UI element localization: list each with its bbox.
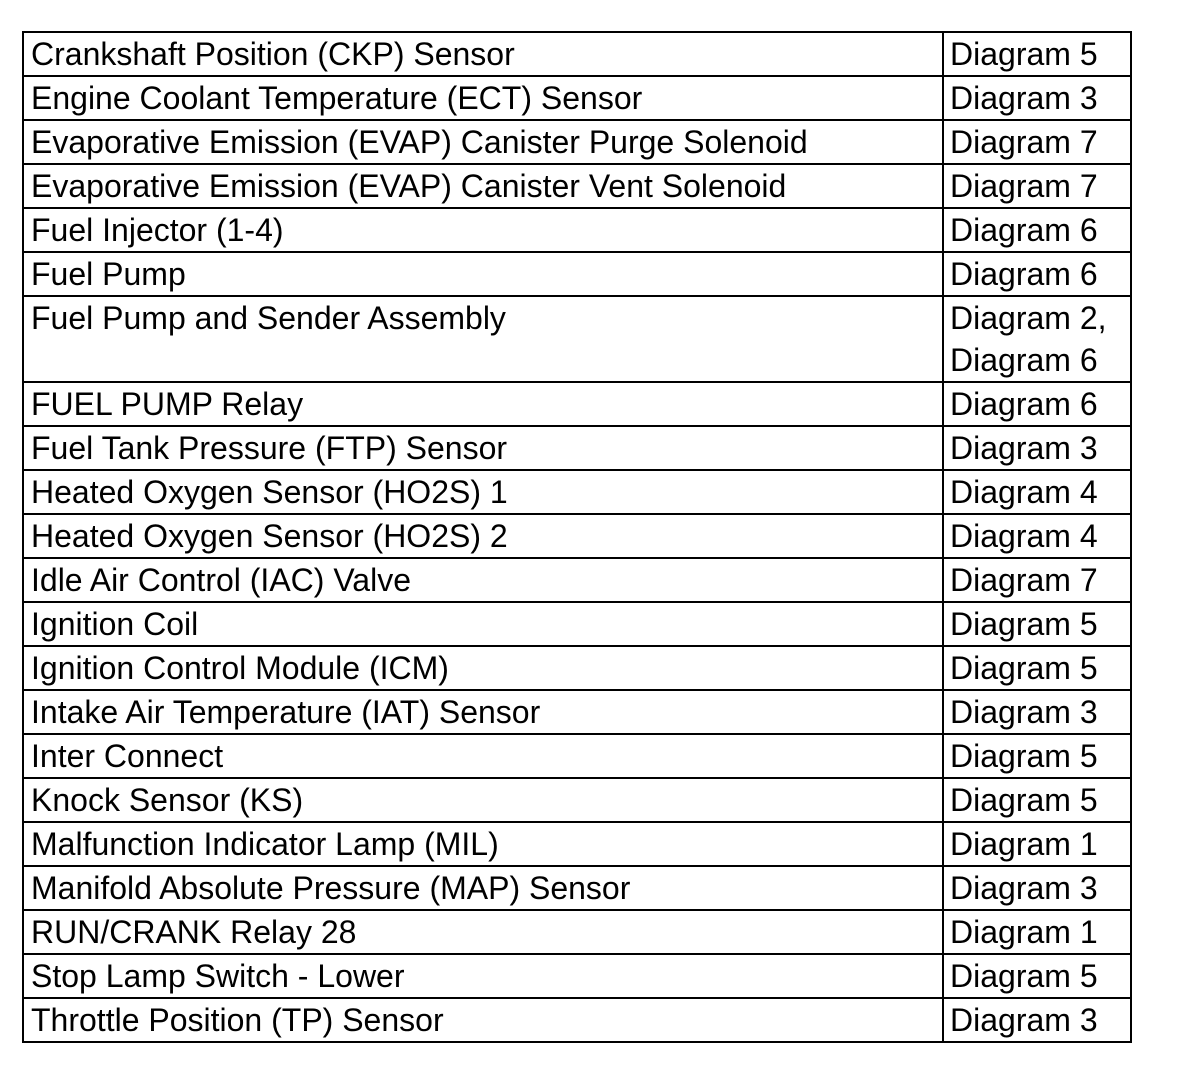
table-row (23, 208, 1131, 252)
table-row (23, 822, 1131, 866)
table-row (23, 646, 1131, 690)
component-name-cell: Idle Air Control (IAC) Valve (23, 558, 943, 602)
diagram-reference-cell: Diagram 5 (943, 646, 1131, 690)
table-row (23, 866, 1131, 910)
component-name-cell: Knock Sensor (KS) (23, 778, 943, 822)
diagram-reference-cell: Diagram 3 (943, 866, 1131, 910)
table-row (23, 120, 1131, 164)
component-name-cell: Ignition Coil (23, 602, 943, 646)
table-row (23, 252, 1131, 296)
diagram-reference-cell: Diagram 5 (943, 734, 1131, 778)
table-row (23, 602, 1131, 646)
component-name-cell: Ignition Control Module (ICM) (23, 646, 943, 690)
component-diagram-table (22, 31, 1132, 1043)
diagram-reference-cell: Diagram 7 (943, 120, 1131, 164)
diagram-reference-cell: Diagram 6 (943, 252, 1131, 296)
table-row (23, 558, 1131, 602)
component-name-cell: Fuel Tank Pressure (FTP) Sensor (23, 426, 943, 470)
component-name-cell: Throttle Position (TP) Sensor (23, 998, 943, 1042)
diagram-reference-cell: Diagram 5 (943, 954, 1131, 998)
table-row (23, 76, 1131, 120)
component-name-cell: Evaporative Emission (EVAP) Canister Purge Solenoid (23, 120, 943, 164)
component-name-cell: Malfunction Indicator Lamp (MIL) (23, 822, 943, 866)
table-row (23, 690, 1131, 734)
table-row (23, 426, 1131, 470)
table-row (23, 734, 1131, 778)
component-name-cell: RUN/CRANK Relay 28 (23, 910, 943, 954)
component-name-cell: Stop Lamp Switch - Lower (23, 954, 943, 998)
component-name-cell: Evaporative Emission (EVAP) Canister Vent Solenoid (23, 164, 943, 208)
diagram-reference-cell: Diagram 1 (943, 910, 1131, 954)
diagram-reference-cell: Diagram 3 (943, 998, 1131, 1042)
component-name-cell: Heated Oxygen Sensor (HO2S) 1 (23, 470, 943, 514)
diagram-reference-cell: Diagram 6 (943, 382, 1131, 426)
diagram-reference-cell: Diagram 7 (943, 558, 1131, 602)
diagram-reference-cell: Diagram 6 (943, 208, 1131, 252)
diagram-reference-cell: Diagram 5 (943, 32, 1131, 76)
component-name-cell: Intake Air Temperature (IAT) Sensor (23, 690, 943, 734)
diagram-reference-cell: Diagram 2, Diagram 6 (943, 296, 1131, 382)
diagram-reference-cell: Diagram 4 (943, 514, 1131, 558)
component-name-cell: Fuel Pump and Sender Assembly (23, 296, 943, 382)
component-name-cell: Engine Coolant Temperature (ECT) Sensor (23, 76, 943, 120)
component-name-cell: Inter Connect (23, 734, 943, 778)
table-row (23, 954, 1131, 998)
component-name-cell: Manifold Absolute Pressure (MAP) Sensor (23, 866, 943, 910)
component-name-cell: Fuel Pump (23, 252, 943, 296)
diagram-reference-cell: Diagram 3 (943, 76, 1131, 120)
table-row (23, 32, 1131, 76)
component-name-cell: Crankshaft Position (CKP) Sensor (23, 32, 943, 76)
table-row (23, 778, 1131, 822)
table-row (23, 910, 1131, 954)
diagram-reference-cell: Diagram 5 (943, 602, 1131, 646)
diagram-reference-cell: Diagram 7 (943, 164, 1131, 208)
table-row (23, 382, 1131, 426)
table-row (23, 470, 1131, 514)
diagram-reference-cell: Diagram 3 (943, 426, 1131, 470)
diagram-reference-cell: Diagram 4 (943, 470, 1131, 514)
diagram-reference-cell: Diagram 1 (943, 822, 1131, 866)
component-name-cell: Heated Oxygen Sensor (HO2S) 2 (23, 514, 943, 558)
component-name-cell: FUEL PUMP Relay (23, 382, 943, 426)
table-row (23, 164, 1131, 208)
table-row (23, 514, 1131, 558)
diagram-reference-cell: Diagram 3 (943, 690, 1131, 734)
table-row (23, 296, 1131, 382)
table-body (23, 32, 1131, 1042)
diagram-reference-cell: Diagram 5 (943, 778, 1131, 822)
component-name-cell: Fuel Injector (1-4) (23, 208, 943, 252)
table-row (23, 998, 1131, 1042)
